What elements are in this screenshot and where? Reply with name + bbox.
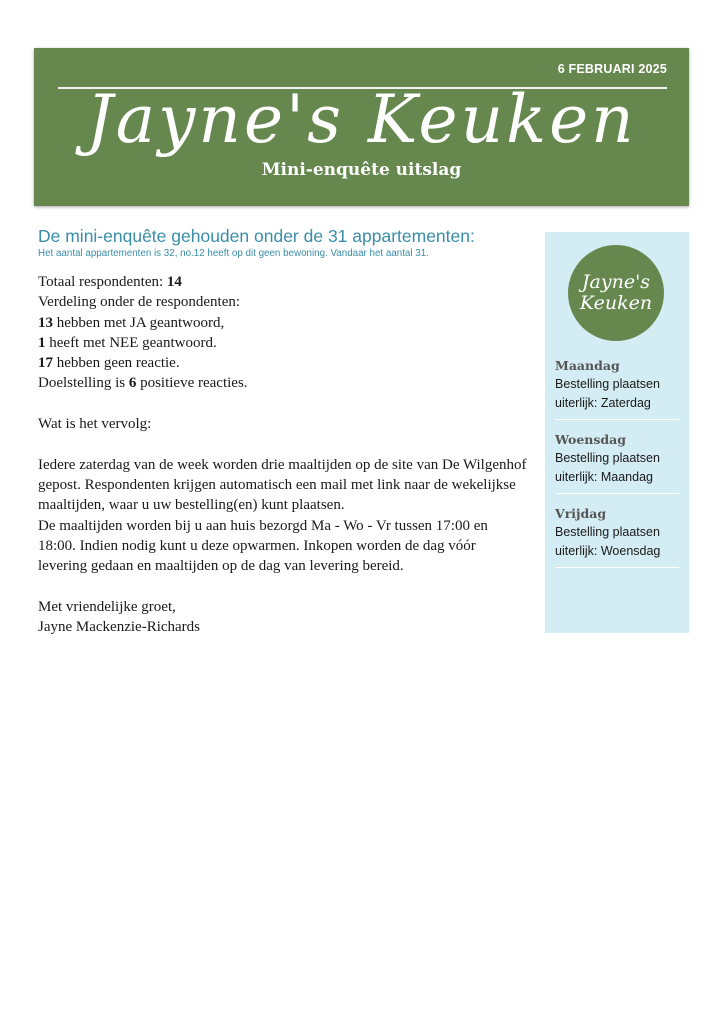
main-content xyxy=(38,226,528,637)
logo xyxy=(568,245,664,341)
signature: Jayne Mackenzie-Richards xyxy=(38,619,201,636)
heading-note: Het aantal appartementen is 32, no.12 heeft op dit geen bewoning. Vandaar het aantal 31. xyxy=(38,248,429,259)
logo-line-1: Jayne's xyxy=(581,271,651,293)
schedule-friday xyxy=(555,505,679,568)
page-title: Jayne's Keuken xyxy=(86,81,637,158)
yes-text: hebben met JA geantwoord, xyxy=(53,314,225,331)
page-subtitle: Mini-enquête uitslag xyxy=(261,160,462,180)
header-banner xyxy=(34,48,689,206)
day-line-2: uiterlijk: Zaterdag xyxy=(555,395,651,410)
goal-prefix: Doelstelling is xyxy=(38,375,129,392)
section-heading: De mini-enquête gehouden onder de 31 appartementen: xyxy=(38,226,475,246)
day-line-2: uiterlijk: Maandag xyxy=(555,469,653,484)
goal-suffix: positieve reacties. xyxy=(136,375,248,392)
day-name: Woensdag xyxy=(555,432,627,447)
total-respondents xyxy=(38,272,528,292)
total-value: 14 xyxy=(166,274,182,290)
sidebar xyxy=(545,232,689,633)
day-name: Vrijdag xyxy=(555,506,607,521)
schedule-wednesday xyxy=(555,431,679,494)
day-divider xyxy=(555,419,679,420)
yes-count xyxy=(38,313,528,333)
survey-results xyxy=(38,272,528,637)
no-count xyxy=(38,333,528,353)
none-value: 17 xyxy=(38,355,53,372)
day-line-1: Bestelling plaatsen xyxy=(555,525,660,539)
total-label: Totaal respondenten: xyxy=(38,274,167,290)
logo-line-2: Keuken xyxy=(579,292,653,314)
closing-greeting: Met vriendelijke groet, xyxy=(38,598,176,615)
yes-value: 13 xyxy=(38,314,53,331)
day-line-1: Bestelling plaatsen xyxy=(555,377,660,391)
day-line-1: Bestelling plaatsen xyxy=(555,451,660,465)
day-divider xyxy=(555,567,679,568)
issue-date: 6 FEBRUARI 2025 xyxy=(557,62,667,76)
no-text: heeft met NEE geantwoord. xyxy=(45,334,217,351)
none-text: hebben geen reactie. xyxy=(53,355,180,372)
no-reaction-count xyxy=(38,353,528,373)
schedule-monday xyxy=(555,357,679,420)
paragraph-ordering: Iedere zaterdag van de week worden drie maaltijden op de site van De Wilgenhof gepost. Respondenten krijgen automatisch een mail met link naar de wekelijkse maaltijden, waar u uw bestelling(en) kunt plaatsen. xyxy=(38,456,527,514)
followup-heading: Wat is het vervolg: xyxy=(38,416,152,433)
day-line-2: uiterlijk: Woensdag xyxy=(555,543,661,558)
distribution-label: Verdeling onder de respondenten: xyxy=(38,294,241,311)
goal xyxy=(38,373,528,393)
goal-value: 6 xyxy=(128,375,137,392)
day-divider xyxy=(555,493,679,494)
no-value: 1 xyxy=(38,334,46,351)
paragraph-delivery: De maaltijden worden bij u aan huis bezorgd Ma - Wo - Vr tussen 17:00 en 18:00. Indien nodig kunt u deze opwarmen. Inkopen worden de dag vóór levering gedaan en maaltijden op de dag van levering bereid. xyxy=(38,517,488,575)
day-name: Maandag xyxy=(555,358,620,373)
